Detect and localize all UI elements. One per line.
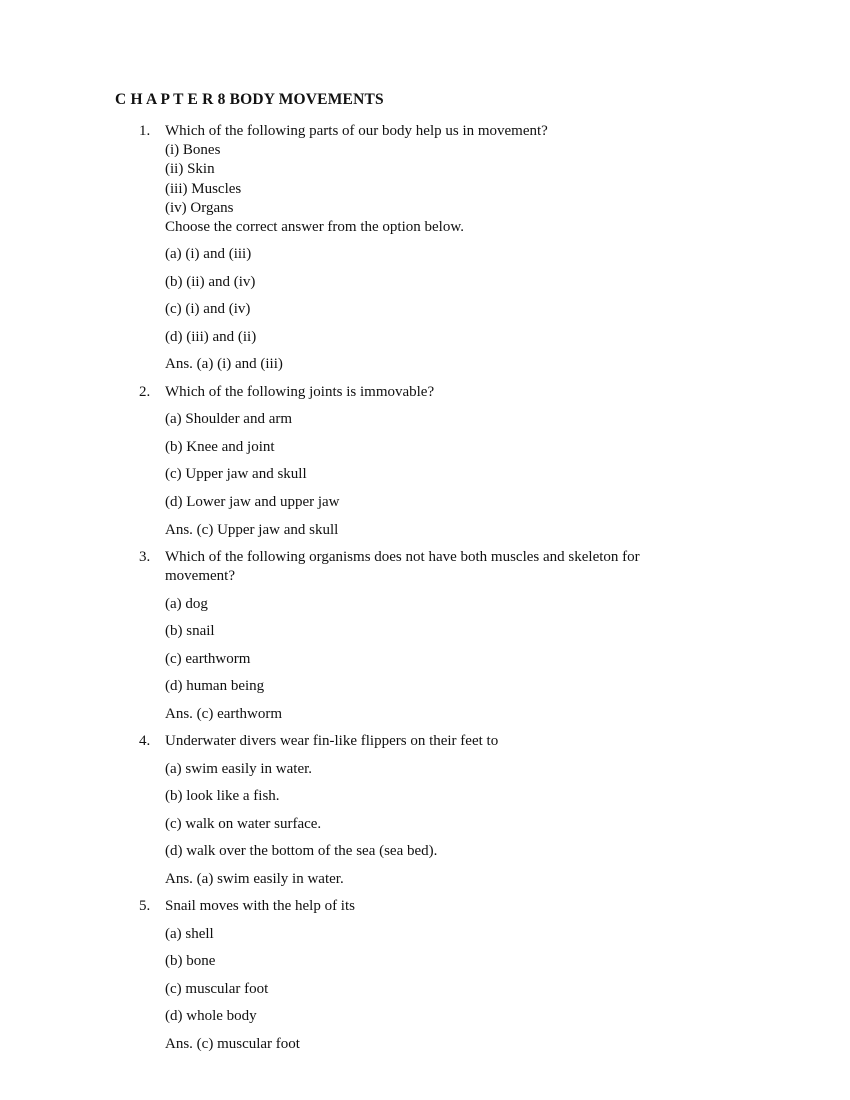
answer-option: (c) Upper jaw and skull (165, 466, 307, 482)
question-number: 3. (139, 549, 151, 565)
answer-option: (d) whole body (165, 1008, 257, 1024)
answer-option: (d) walk over the bottom of the sea (sea bed). (165, 843, 438, 859)
answer-option: (c) muscular foot (165, 981, 269, 997)
question-text: movement? (165, 568, 235, 584)
answer-text: Ans. (c) earthworm (165, 706, 283, 722)
list-item: (iv) Organs (165, 200, 234, 216)
answer-option: (a) Shoulder and arm (165, 411, 293, 427)
question-number: 5. (139, 898, 151, 914)
list-item: (iii) Muscles (165, 181, 242, 197)
answer-text: Ans. (a) swim easily in water. (165, 871, 344, 887)
question-number: 2. (139, 384, 151, 400)
answer-option: (c) earthworm (165, 651, 251, 667)
question-text: Underwater divers wear fin-like flippers on their feet to (165, 733, 499, 749)
chapter-title: C H A P T E R 8 BODY MOVEMENTS (115, 91, 384, 108)
answer-option: (c) (i) and (iv) (165, 301, 251, 317)
list-item: (ii) Skin (165, 161, 215, 177)
answer-option: (a) dog (165, 596, 208, 612)
answer-option: (c) walk on water surface. (165, 816, 322, 832)
question-text: Which of the following parts of our body help us in movement? (165, 123, 548, 139)
answer-option: (b) Knee and joint (165, 439, 275, 455)
answer-text: Ans. (c) muscular foot (165, 1036, 300, 1052)
answer-text: Ans. (c) Upper jaw and skull (165, 522, 339, 538)
question-number: 4. (139, 733, 151, 749)
answer-option: (a) swim easily in water. (165, 761, 313, 777)
answer-option: (d) Lower jaw and upper jaw (165, 494, 340, 510)
question-text: Which of the following joints is immovable? (165, 384, 435, 400)
answer-option: (d) human being (165, 678, 265, 694)
answer-option: (d) (iii) and (ii) (165, 329, 257, 345)
answer-option: (b) bone (165, 953, 216, 969)
question-text: Which of the following organisms does not have both muscles and skeleton for (165, 549, 640, 565)
question-text: Snail moves with the help of its (165, 898, 355, 914)
answer-option: (b) look like a fish. (165, 788, 280, 804)
answer-text: Ans. (a) (i) and (iii) (165, 356, 283, 372)
answer-option: (a) shell (165, 926, 214, 942)
answer-option: (a) (i) and (iii) (165, 246, 252, 262)
list-item: (i) Bones (165, 142, 221, 158)
answer-option: (b) snail (165, 623, 215, 639)
question-number: 1. (139, 123, 151, 139)
question-instruction: Choose the correct answer from the option below. (165, 219, 464, 235)
answer-option: (b) (ii) and (iv) (165, 274, 256, 290)
